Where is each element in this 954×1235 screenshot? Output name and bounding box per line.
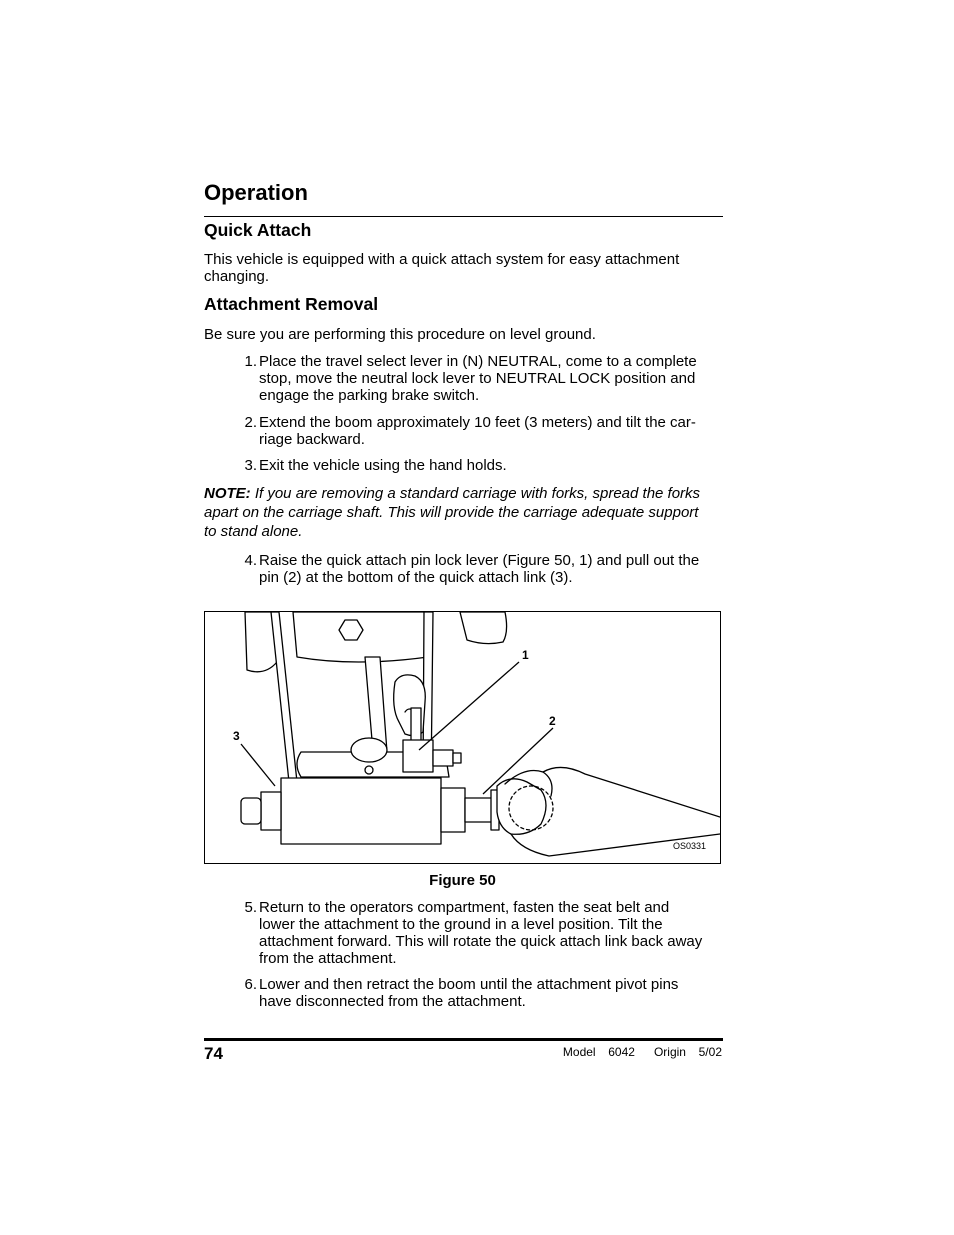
step-number: 1. — [244, 353, 257, 370]
cylinder-dome — [351, 738, 387, 762]
frame-right-block — [460, 612, 507, 644]
step-text — [259, 552, 722, 586]
note-line: apart on the carriage shaft. This will provide the carriage adequate support — [204, 504, 699, 521]
quick-attach-illustration — [205, 612, 720, 863]
step-text — [259, 457, 722, 474]
step-line: have disconnected from the attachment. — [259, 993, 526, 1010]
step-line: Raise the quick attach pin lock lever (Figure 50, 1) and pull out the — [259, 552, 700, 569]
step-line: attachment forward. This will rotate the quick attach link back away — [259, 933, 703, 950]
step-number: 2. — [244, 414, 257, 431]
intro-line: This vehicle is equipped with a quick attach system for easy attachment — [204, 251, 680, 268]
step-number: 3. — [244, 457, 257, 474]
note-block — [204, 484, 726, 541]
glove-cuff-top — [543, 767, 720, 817]
quick-attach-intro — [204, 251, 724, 285]
callout-1-leader — [419, 662, 519, 750]
step-text — [259, 976, 722, 1010]
note-label: NOTE: — [204, 485, 251, 502]
intro-line: changing. — [204, 268, 270, 285]
footer-model-origin: Model 6042 Origin 5/02 — [562, 1045, 722, 1059]
footer-rule — [204, 1038, 723, 1041]
page-number: 74 — [204, 1044, 223, 1063]
chapter-title: Operation — [204, 180, 308, 205]
quick-attach-link — [281, 778, 441, 844]
bolt-end — [453, 753, 461, 763]
step-text — [259, 353, 722, 404]
step-line: Lower and then retract the boom until the attachment pivot pins — [259, 976, 679, 993]
step-line: Extend the boom approximately 10 feet (3 meters) and tilt the car- — [259, 414, 696, 431]
removal-intro: Be sure you are performing this procedure on level ground. — [204, 326, 596, 343]
step-line: stop, move the neutral lock lever to NEUTRAL LOCK position and — [259, 370, 696, 387]
pin-shaft — [465, 798, 493, 822]
lever-bracket — [403, 740, 433, 772]
figure-50 — [204, 611, 721, 864]
callout-1: 1 — [522, 648, 529, 662]
step-number: 4. — [244, 552, 257, 569]
title-rule — [204, 216, 723, 217]
step-text — [259, 414, 722, 448]
grease-fitting — [365, 766, 373, 774]
step-line: Place the travel select lever in (N) NEUTRAL, come to a complete — [259, 353, 697, 370]
callout-3-leader — [241, 744, 275, 786]
step-line: riage backward. — [259, 431, 365, 448]
step-number: 5. — [244, 899, 257, 916]
figure-caption: Figure 50 — [429, 872, 496, 889]
hex-nut — [339, 620, 363, 640]
left-shaft-collar — [261, 792, 281, 830]
note-text: If you are removing a standard carriage with forks, spread the forks — [250, 485, 701, 502]
step-line: pin (2) at the bottom of the quick attach link (3). — [259, 569, 573, 586]
step-line: engage the parking brake switch. — [259, 387, 480, 404]
callout-3: 3 — [233, 729, 240, 743]
left-upright — [271, 612, 297, 782]
figure-code: OS0331 — [673, 841, 707, 851]
step-text — [259, 899, 722, 967]
top-plate — [293, 612, 428, 662]
step-line: Return to the operators compartment, fasten the seat belt and — [259, 899, 670, 916]
section-heading-attachment-removal: Attachment Removal — [204, 294, 379, 314]
left-shaft-end — [241, 798, 261, 824]
step-line: Exit the vehicle using the hand holds. — [259, 457, 507, 474]
section-heading-quick-attach: Quick Attach — [204, 220, 312, 240]
callout-2: 2 — [549, 714, 556, 728]
note-line — [204, 484, 726, 503]
step-number: 6. — [244, 976, 257, 993]
step-line: lower the attachment to the ground in a level position. Tilt the — [259, 916, 663, 933]
bolt-head — [433, 750, 453, 766]
step-line: from the attachment. — [259, 950, 397, 967]
note-line: to stand alone. — [204, 523, 303, 540]
right-shaft-collar — [441, 788, 465, 832]
